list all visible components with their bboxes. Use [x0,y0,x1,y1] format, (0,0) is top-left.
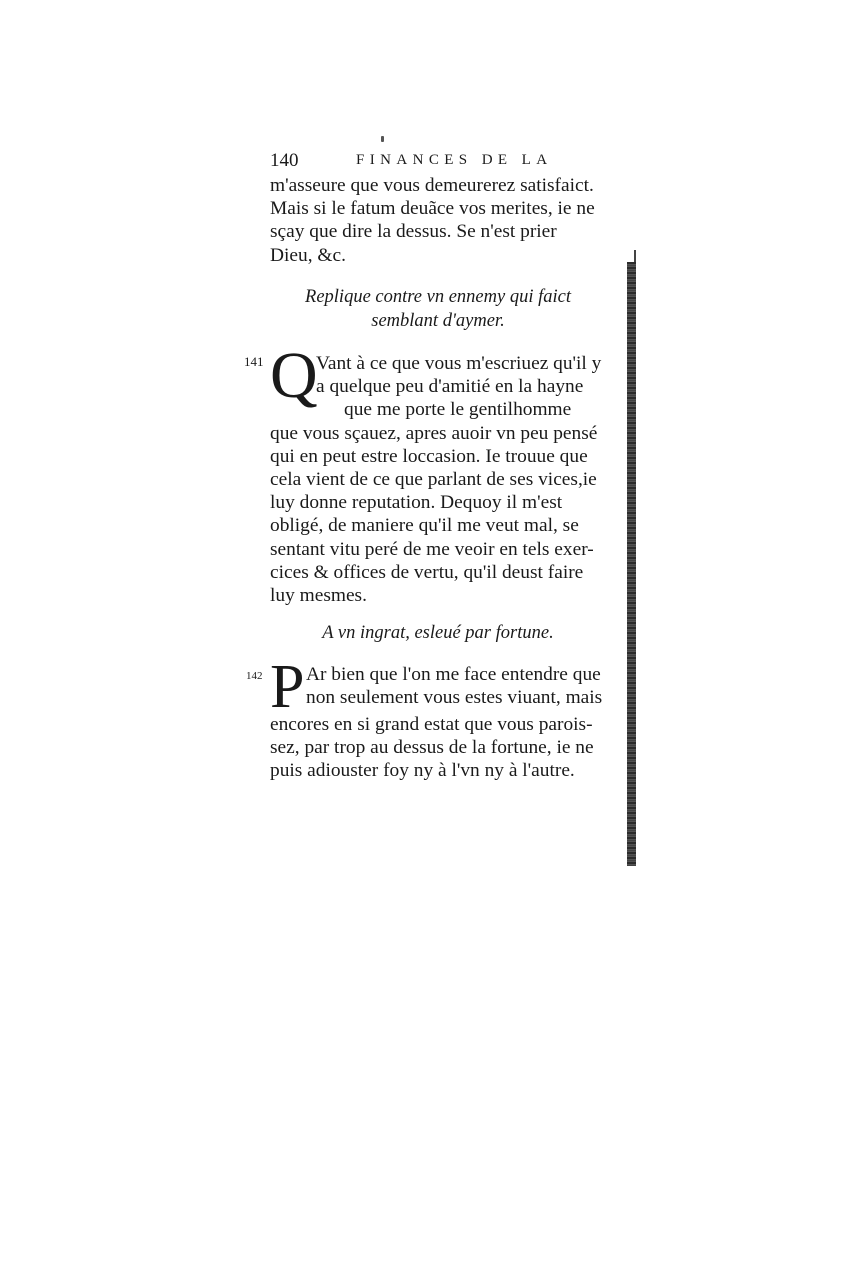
running-head: FINANCES DE LA [356,152,553,168]
margin-number-142: 142 [246,670,263,682]
paragraph-142 [270,653,606,783]
text-line: Vant à ce que vous m'escriuez qu'il y [316,353,602,374]
text-line: non seulement vous estes viuant, mais [306,687,603,709]
page-edge-shadow [627,262,636,866]
text-line: que vous sçauez, apres auoir vn peu pensé [270,422,598,444]
paragraph-141 [270,339,606,607]
ink-mark [381,136,384,142]
text-line: sçay que dire la dessus. Se n'est prier [270,221,557,243]
text-line: Mais si le fatum deuãce vos merites, ie ne [270,198,595,220]
text-line: luy mesmes. [270,585,367,607]
heading-line: A vn ingrat, esleué par fortune. [322,623,554,643]
text-line: a quelque peu d'amitié en la hayne [316,376,584,398]
paragraph-continuation [270,174,606,267]
section-heading-ingrat [270,621,606,645]
page-number: 140 [270,150,299,171]
margin-number-141: 141 [244,354,264,369]
heading-line: semblant d'aymer. [371,311,505,331]
heading-line: Replique contre vn ennemy qui faict [305,287,571,307]
text-line: cices & offices de vertu, qu'il deust faire [270,561,584,583]
text-line: sez, par trop au dessus de la fortune, ie ne [270,737,594,759]
text-line: obligé, de maniere qu'il me veut mal, se [270,515,579,537]
text-line: Dieu, &c. [270,244,346,266]
section-heading-replique [270,285,606,333]
text-line: Ar bien que l'on me face entendre que [306,664,601,685]
text-line: sentant vitu peré de me veoir en tels exer- [270,538,594,560]
text-line: qui en peut estre loccasion. Ie trouue que [270,445,588,467]
text-line: que me porte le gentilhomme [344,399,572,421]
text-line: luy donne reputation. Dequoy il m'est [270,492,563,514]
drop-cap-q: Q [270,339,318,412]
text-line: puis adiouster foy ny à l'vn ny à l'autre. [270,760,575,782]
drop-cap-p: P [270,653,305,721]
text-line: m'asseure que vous demeurerez satisfaict. [270,175,594,196]
text-line: cela vient de ce que parlant de ses vices,ie [270,469,597,491]
text-line: encores en si grand estat que vous parois- [270,714,593,735]
